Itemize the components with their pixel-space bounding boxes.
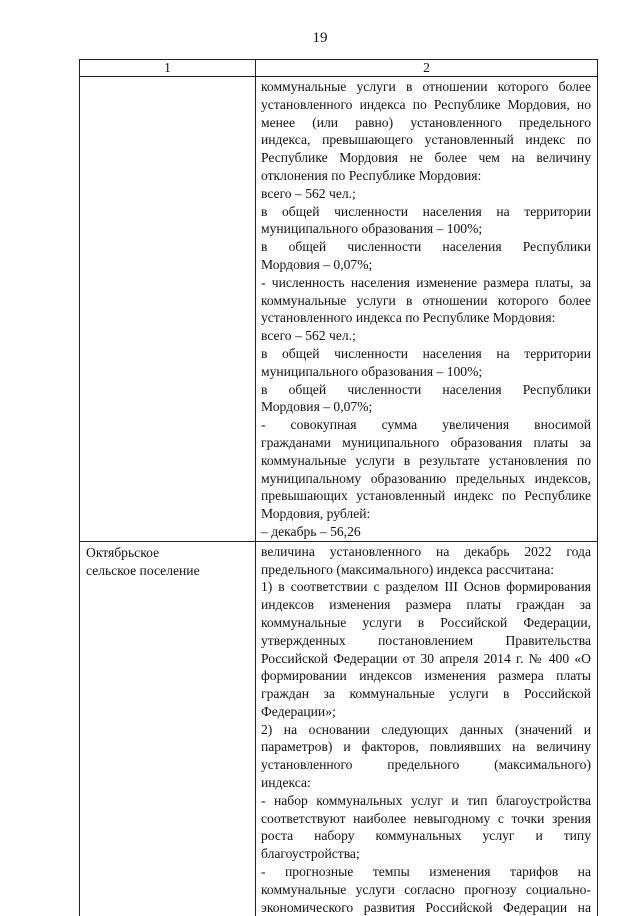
text-line: коммунальные услуги в Российской Федерации,: [261, 614, 591, 630]
text-line: муниципального образования – 100%;: [261, 363, 483, 379]
text-line: - совокупная сумма увеличения вносимой: [261, 417, 591, 433]
table-header-row: [80, 60, 598, 77]
text-line: коммунальные услуги в отношении которого более: [261, 79, 591, 94]
text-line: в общей численности населения на территории: [261, 203, 591, 219]
text-line: муниципальному образованию предельных индексов,: [261, 470, 591, 486]
text-line: индекса, превышающего установленный индекс по: [261, 132, 591, 148]
text-line: Мордовия, рублей:: [261, 506, 371, 522]
text-line: соответствуют наиболее невыгодному с точки зрения: [261, 810, 591, 826]
text-line: 1) в соответствии с разделом III Основ формирования: [261, 579, 591, 595]
text-line: коммунальные услуги согласно прогнозу социально-: [261, 881, 591, 897]
text-line: коммунальные услуги в отношении которого более: [261, 292, 591, 308]
text-line: отклонения по Республике Мордовия:: [261, 167, 482, 183]
text-line: параметров) и факторов, повлиявших на величину: [261, 739, 591, 755]
text-line: всего – 562 чел.;: [261, 328, 356, 344]
table-row: [80, 541, 598, 916]
text-line: сельское поселение: [86, 562, 200, 578]
text-line: установленного предельного (максимального): [261, 757, 591, 773]
text-line: Российской Федерации от 30 апреля 2014 г. № 400 «О: [261, 650, 591, 666]
text-line: – декабрь – 56,26: [261, 523, 361, 539]
text-line: в общей численности населения на территории: [261, 345, 591, 361]
indices-table: [79, 59, 598, 916]
text-line: - прогнозные темпы изменения тарифов на: [261, 864, 591, 880]
description-cell: [256, 77, 598, 542]
text-line: - набор коммунальных услуг и тип благоустройства: [261, 792, 591, 808]
text-line: благоустройства;: [261, 846, 360, 862]
text-line: Мордовия – 0,07%;: [261, 399, 373, 415]
column-header-1: 1: [80, 60, 256, 77]
municipality-cell: [80, 541, 256, 916]
text-line: 2) на основании следующих данных (значений и: [261, 721, 591, 737]
text-line: предельного (максимального) индекса рассчитана:: [261, 561, 555, 577]
text-line: гражданами муниципального образования платы за: [261, 434, 591, 450]
text-line: Мордовия – 0,07%;: [261, 256, 373, 272]
text-line: граждан за коммунальные услуги в Российской: [261, 686, 591, 702]
page-number: 19: [312, 30, 328, 46]
text-line: величина установленного на декабрь 2022 года: [261, 543, 591, 559]
text-line: индексов изменения размера платы граждан за: [261, 597, 591, 613]
text-line: индекса:: [261, 775, 311, 791]
text-line: коммунальные услуги в результате установления по: [261, 452, 591, 468]
text-line: всего – 562 чел.;: [261, 185, 356, 201]
text-line: установленного индекса по Республике Мордовия, но: [261, 96, 591, 112]
table-row: [80, 77, 598, 542]
text-line: Федерации»;: [261, 703, 336, 719]
text-line: муниципального образования – 100%;: [261, 221, 483, 237]
text-line: Республике Мордовия не более чем на величину: [261, 150, 591, 166]
text-line: роста набору коммунальных услуг и типу: [261, 828, 591, 844]
column-header-2: 2: [256, 60, 598, 77]
text-line: Октябрьское: [86, 544, 160, 560]
text-line: менее (или равно) установленного предельного: [261, 114, 591, 130]
text-line: утвержденных постановлением Правительства: [261, 632, 591, 648]
description-cell: [256, 541, 598, 916]
text-line: формировании индексов изменения размера платы: [261, 668, 591, 684]
text-line: превышающих установленный индекс по Республике: [261, 488, 591, 504]
text-line: в общей численности населения Республики: [261, 239, 591, 255]
text-line: экономического развития Российской Федерации на: [261, 899, 591, 915]
text-line: установленного индекса по Республике Мордовия:: [261, 310, 556, 326]
text-line: в общей численности населения Республики: [261, 381, 591, 397]
text-line: - численность населения изменение размера платы, за: [261, 274, 591, 290]
municipality-cell: [80, 77, 256, 542]
